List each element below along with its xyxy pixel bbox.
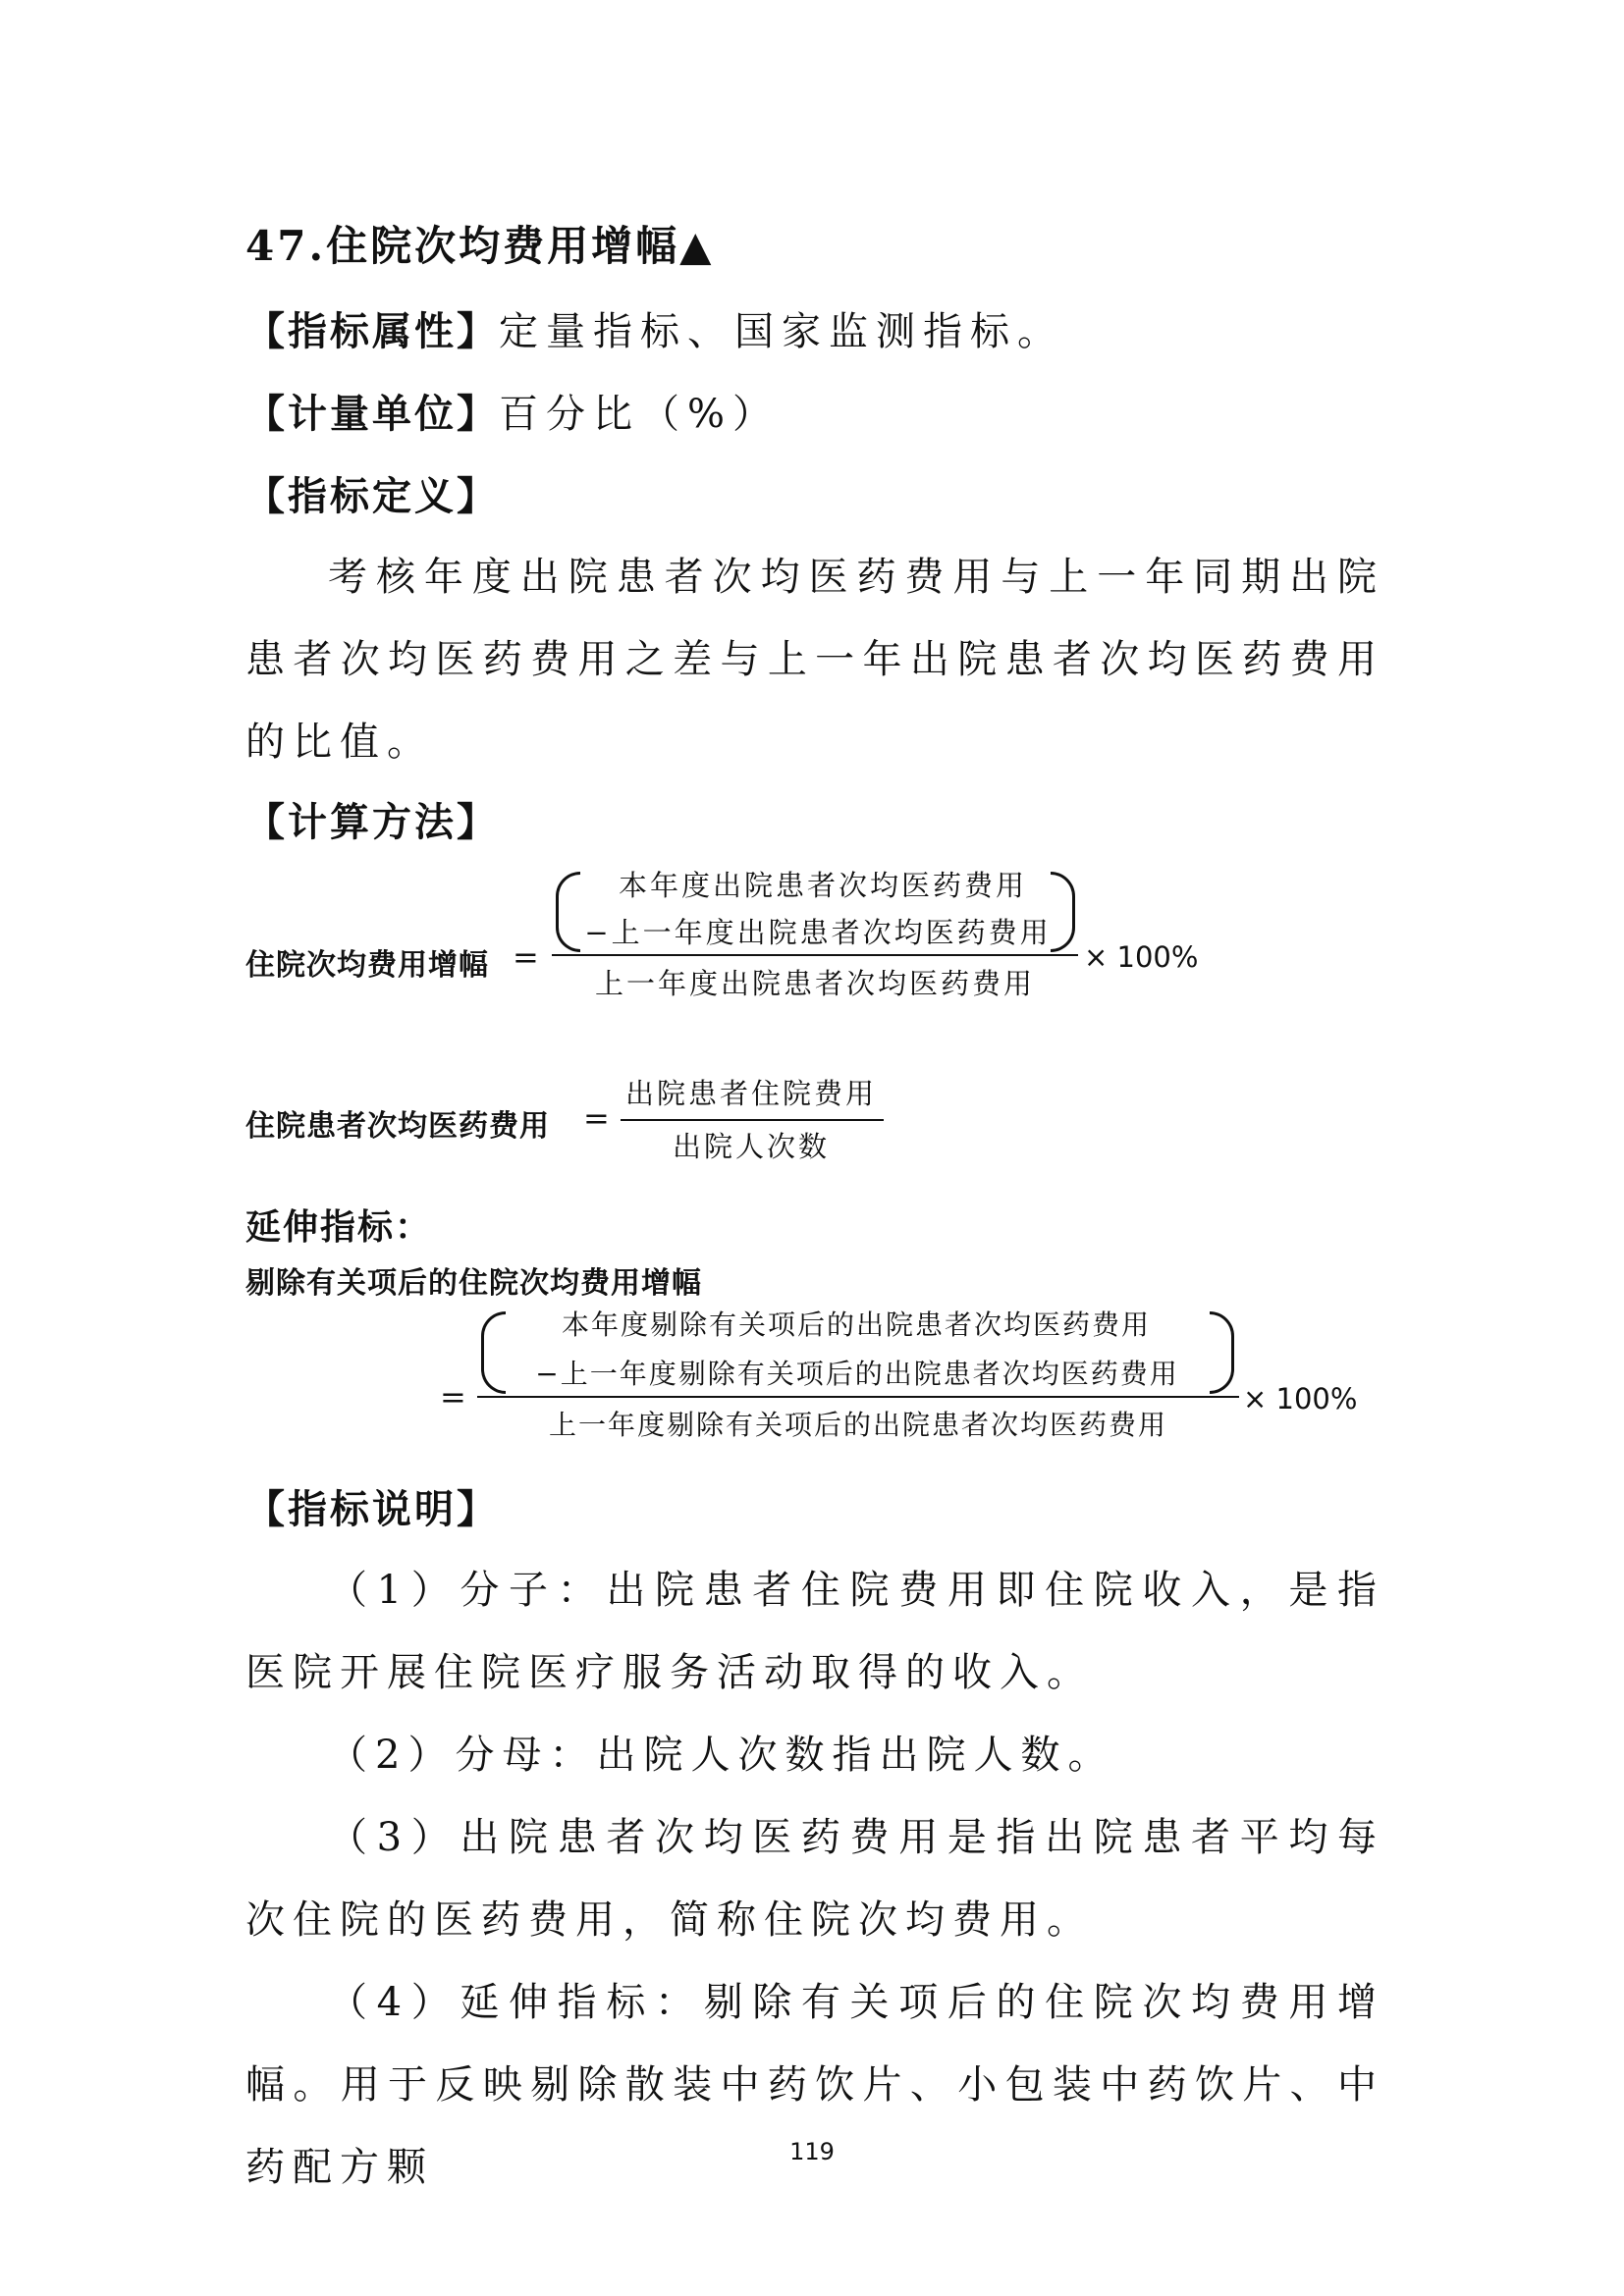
formula-extension-den: 上一年度剔除有关项后的出院患者次均医药费用 [548,1409,1167,1441]
formula-growth-den: 上一年度出院患者次均医药费用 [594,967,1035,1000]
unit-row [245,383,780,439]
formula-avg-cost-lhs: 住院患者次均医药费用 [245,1109,550,1144]
unit-value: 百分比（%） [499,392,781,437]
formula-growth-mult: × 100% [1084,940,1199,974]
formula-extension-num-line1: 本年度剔除有关项后的出院患者次均医药费用 [561,1308,1151,1341]
definition-text: 考核年度出院患者次均医药费用与上一年同期出院患者次均医药费用之差与上一年出院患者次均医药费用的比值。 [245,555,1384,765]
formula-extension-equals: = [440,1378,466,1415]
unit-label: 【计量单位】 [245,391,499,437]
section-title: 47.住院次均费用增幅▲ [245,222,715,270]
attribute-value: 定量指标、国家监测指标。 [499,309,1064,354]
page-number: 119 [789,2138,835,2165]
attribute-row [245,300,1064,356]
explanation-item-4: （4）延伸指标：剔除有关项后的住院次均费用增幅。用于反映剔除散装中药饮片、小包装中药饮片、中药配方颗 [245,1980,1384,2190]
extension-label: 延伸指标： [245,1206,433,1248]
explanation-item-3: （3）出院患者次均医药费用是指出院患者平均每次住院的医药费用，简称住院次均费用。 [245,1815,1384,1943]
formula-avg-cost-num: 出院患者住院费用 [624,1077,877,1110]
formula-growth-num-line1: 本年度出院患者次均医药费用 [618,869,1027,902]
formula-growth-num-line2: −上一年度出院患者次均医药费用 [584,916,1052,949]
formula-growth-lhs: 住院次均费用增幅 [245,948,489,983]
formula-growth-equals: = [513,938,539,976]
formula-extension-num-line2: −上一年度剔除有关项后的出院患者次均医药费用 [535,1358,1179,1390]
fraction-bar [621,1119,884,1121]
formula-extension-mult: × 100% [1243,1382,1358,1415]
right-paren [1210,1311,1234,1394]
formula-avg-cost-equals: = [583,1099,610,1137]
extension-sublabel: 剔除有关项后的住院次均费用增幅 [245,1266,702,1301]
attribute-label: 【指标属性】 [245,308,499,354]
method-label: 【计算方法】 [245,799,499,845]
fraction-bar [552,954,1078,956]
explanation-label: 【指标说明】 [245,1486,499,1532]
formula-avg-cost-den: 出院人次数 [672,1130,830,1163]
explanation-item-1: （1）分子：出院患者住院费用即住院收入，是指医院开展住院医疗服务活动取得的收入。 [245,1568,1384,1695]
fraction-bar [477,1396,1239,1398]
right-paren [1051,872,1075,952]
explanation-item-2: （2）分母：出院人次数指出院人数。 [328,1733,1115,1778]
definition-label: 【指标定义】 [245,473,499,519]
